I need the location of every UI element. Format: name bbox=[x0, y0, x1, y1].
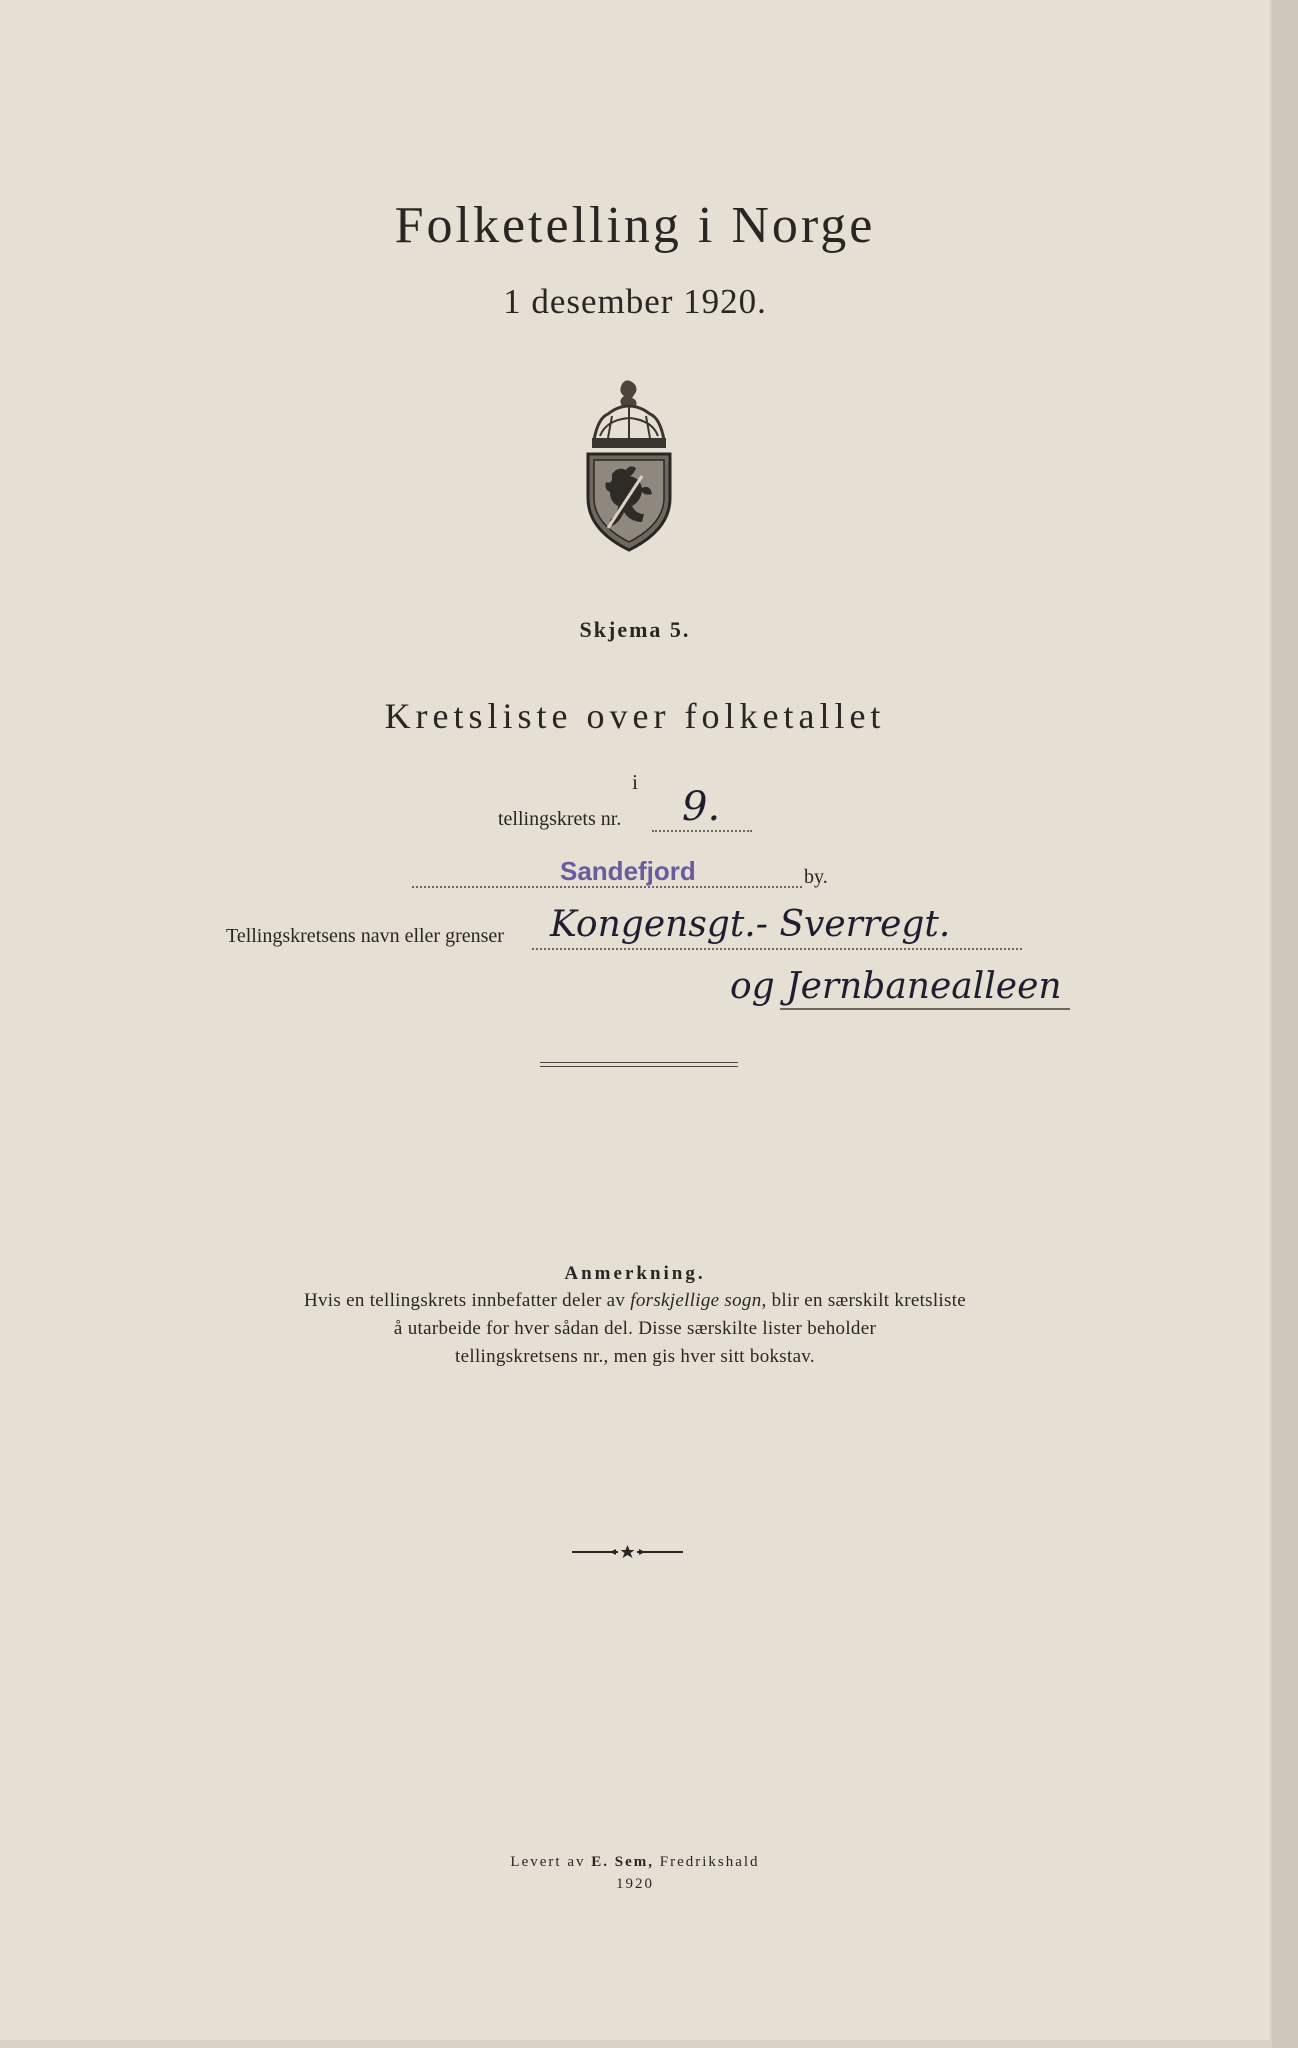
printer-credit-end: Fredrikshald bbox=[653, 1854, 760, 1870]
boundaries-line-2: og Jernbanealleen bbox=[730, 966, 1062, 1007]
printer-credit bbox=[0, 1854, 1270, 1871]
connector-text: i bbox=[632, 770, 638, 794]
page-edge bbox=[1272, 0, 1298, 2048]
schema-number: Skjema 5. bbox=[579, 617, 691, 642]
note-line-1 bbox=[0, 1290, 1270, 1312]
norwegian-coat-of-arms-icon bbox=[582, 378, 676, 552]
note-line-2: å utarbeide for hver sådan del. Disse særskilte lister beholder bbox=[393, 1318, 877, 1339]
district-number-field bbox=[652, 830, 752, 832]
note-title: Anmerkning. bbox=[564, 1263, 706, 1284]
printer-year: 1920 bbox=[616, 1876, 654, 1892]
district-number-label: tellingskrets nr. bbox=[498, 808, 622, 830]
boundaries-underline bbox=[780, 1008, 1070, 1010]
printer-credit-start: Levert av bbox=[510, 1854, 592, 1870]
town-suffix: by. bbox=[804, 866, 828, 888]
district-number-value: 9. bbox=[682, 784, 721, 830]
separator-rule-bottom bbox=[540, 1066, 738, 1067]
note-line-1-end: blir en særskilt kretsliste bbox=[766, 1290, 967, 1311]
boundaries-line-1: Kongensgt.- Sverregt. bbox=[550, 904, 951, 945]
ornament-divider-icon bbox=[570, 1542, 685, 1562]
boundaries-field bbox=[532, 948, 1022, 950]
printer-name: E. Sem, bbox=[591, 1854, 654, 1870]
form-heading: Kretsliste over folketallet bbox=[384, 696, 886, 736]
form-title: Folketelling i Norge bbox=[394, 197, 876, 254]
separator-rule-top bbox=[540, 1062, 738, 1063]
census-date: 1 desember 1920. bbox=[503, 282, 767, 321]
note-line-1-start: Hvis en tellingskrets innbefatter deler av bbox=[303, 1290, 631, 1311]
note-line-3: tellingskretsens nr., men gis hver sitt bokstav. bbox=[455, 1346, 815, 1367]
town-stamp: Sandefjord bbox=[560, 856, 696, 886]
boundaries-label: Tellingskretsens navn eller grenser bbox=[226, 925, 504, 947]
note-line-1-italic: forskjellige sogn, bbox=[630, 1290, 767, 1311]
